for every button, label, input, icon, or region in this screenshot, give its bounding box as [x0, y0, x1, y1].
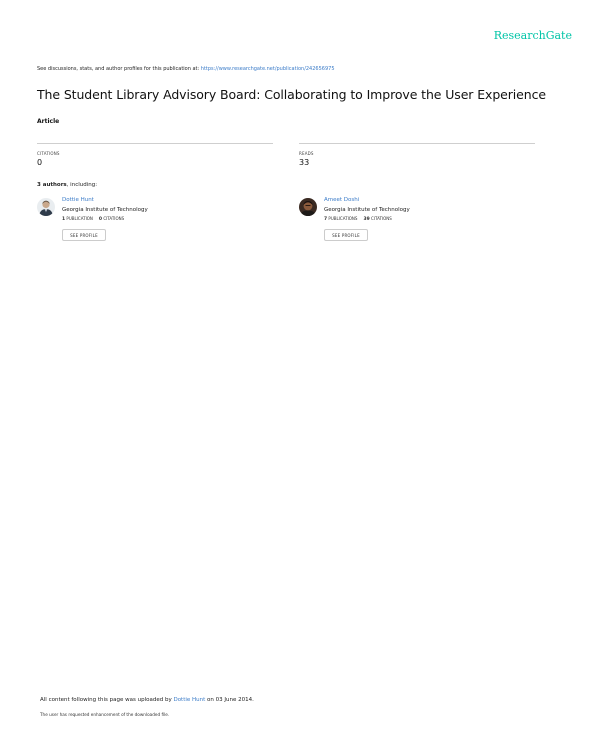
publication-type: Article [37, 118, 60, 125]
publication-title: The Student Library Advisory Board: Collaborating to Improve the User Experience [37, 87, 546, 102]
author-name-2[interactable]: Ameet Doshi [324, 197, 360, 203]
reads-stat [299, 143, 535, 174]
see-profile-button-2[interactable]: SEE PROFILE [324, 229, 368, 241]
author-pubs-count-1: 1 [62, 217, 66, 222]
see-profile-button-1[interactable]: SEE PROFILE [62, 229, 106, 241]
author-institution-1: Georgia Institute of Technology [62, 207, 148, 213]
citations-value: 0 [37, 158, 43, 167]
author-pubs-label-1: PUBLICATION [66, 216, 93, 221]
author-photo-icon [299, 198, 317, 216]
reads-label: READS [299, 151, 314, 156]
author-name-1[interactable]: Dottie Hunt [62, 197, 94, 203]
author-cites-label-2: CITATIONS [370, 216, 392, 221]
author-avatar-1[interactable] [37, 198, 55, 216]
author-stats-2 [324, 216, 392, 222]
author-card-1 [37, 197, 267, 247]
author-institution-2: Georgia Institute of Technology [324, 207, 410, 213]
enhancement-note: The user has requested enhancement of the downloaded file. [40, 712, 170, 717]
citations-label: CITATIONS [37, 151, 60, 156]
citations-stat [37, 143, 273, 174]
upload-prefix: All content following this page was uploaded by [40, 697, 172, 703]
authors-count: 3 authors [37, 182, 67, 188]
author-avatar-2[interactable] [299, 198, 317, 216]
author-stats-1 [62, 216, 124, 222]
author-photo-icon [37, 198, 55, 216]
researchgate-logo[interactable]: ResearchGate [493, 29, 572, 42]
upload-note [40, 697, 254, 703]
authors-suffix: , including: [66, 182, 98, 188]
authors-summary [37, 182, 97, 188]
author-pubs-label-2: PUBLICATIONS [328, 216, 358, 221]
uploader-link[interactable]: Dottie Hunt [173, 697, 206, 703]
discussion-line [37, 66, 335, 72]
author-cites-count-1: 0 [98, 217, 103, 222]
reads-value: 33 [299, 158, 310, 167]
author-card-2 [299, 197, 529, 247]
discussion-prefix: See discussions, stats, and author profiles for this publication at: [37, 66, 200, 72]
author-cites-label-1: CITATIONS [103, 216, 125, 221]
author-cites-count-2: 39 [363, 217, 370, 222]
author-pubs-count-2: 7 [324, 217, 328, 222]
publication-url-link[interactable]: https://www.researchgate.net/publication/242656975 [200, 66, 335, 72]
upload-suffix: on 03 June 2014. [207, 697, 254, 703]
